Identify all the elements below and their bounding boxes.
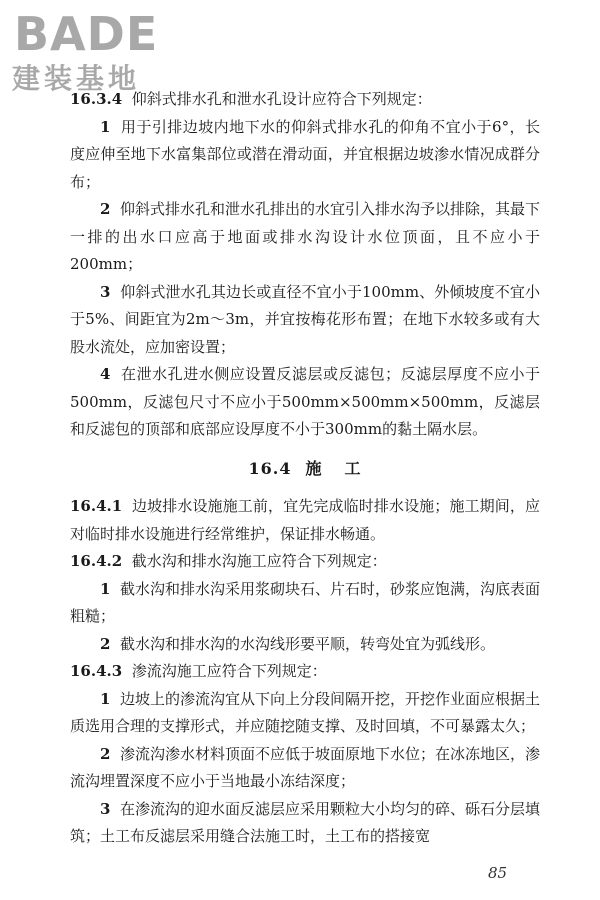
item-number: 2 <box>100 744 111 763</box>
item-text: 渗流沟渗水材料顶面不应低于坡面原地下水位；在冰冻地区，渗流沟埋置深度不应小于当地最小冻结深度； <box>70 744 540 790</box>
item-text: 用于引排边坡内地下水的仰斜式排水孔的仰角不宜小于6°，长度应伸至地下水富集部位或潜在滑动面，并宜根据边坡渗水情况成群分布； <box>70 117 540 191</box>
item-text: 在泄水孔进水侧应设置反滤层或反滤包；反滤层厚度不应小于500mm，反滤包尺寸不应小于500mm×500mm×500mm，反滤层和反滤包的顶部和底部应设厚度不小于300mm的黏土隔水层。 <box>70 365 540 438</box>
clause-text: 边坡排水设施施工前，宜先完成临时排水设施；施工期间，应对临时排水设施进行经常维护，保证排水畅通。 <box>70 497 540 543</box>
clause-16-4-2-item-2 <box>70 631 540 659</box>
item-number: 3 <box>100 282 111 301</box>
clause-16-3-4-item-2 <box>70 196 540 279</box>
clause-title: 渗流沟施工应符合下列规定： <box>131 662 327 680</box>
item-number: 4 <box>100 365 111 383</box>
watermark-subtitle: 建装基地 <box>12 62 141 95</box>
clause-16-3-4-item-1 <box>70 114 540 197</box>
watermark-brand: BADE <box>14 7 159 61</box>
item-text: 仰斜式排水孔和泄水孔排出的水宜引入排水沟予以排除，其最下一排的出水口应高于地面或排水沟设计水位顶面，且不应小于200mm； <box>70 200 540 273</box>
clause-16-3-4-item-4 <box>70 361 540 444</box>
clause-title: 仰斜式排水孔和泄水孔设计应符合下列规定： <box>131 90 432 108</box>
clause-16-4-3-item-3 <box>70 796 540 851</box>
clause-number: 16.4.2 <box>70 552 123 570</box>
clause-16-4-3-item-1 <box>70 686 540 741</box>
clause-16-4-1 <box>70 493 540 548</box>
clause-16-4-2-heading <box>70 548 540 576</box>
item-number: 1 <box>100 689 111 708</box>
section-number: 16.4 <box>248 458 292 478</box>
item-text: 仰斜式泄水孔其边长或直径不宜小于100mm、外倾坡度不宜小于5%、间距宜为2m～3m，并宜按梅花形布置；在地下水较多或有大股水流处，应加密设置； <box>70 282 540 356</box>
clause-16-4-3-item-2 <box>70 741 540 796</box>
clause-16-4-3-heading <box>70 658 540 686</box>
item-number: 1 <box>100 579 111 598</box>
item-text: 在渗流沟的迎水面反滤层应采用颗粒大小均匀的碎、砾石分层填筑；土工布反滤层采用缝合法施工时，土工布的搭接宽 <box>70 799 540 845</box>
page-content <box>70 86 540 851</box>
clause-number: 16.3.4 <box>70 90 123 108</box>
section-heading-16-4 <box>70 455 540 483</box>
item-text: 边坡上的渗流沟宜从下向上分段间隔开挖，开挖作业面应根据土质选用合理的支撑形式，并应随挖随支撑、及时回填，不可暴露太久； <box>70 689 540 735</box>
clause-16-4-2-item-1 <box>70 576 540 631</box>
item-number: 3 <box>100 799 111 818</box>
item-number: 1 <box>100 117 111 136</box>
item-number: 2 <box>100 634 111 653</box>
clause-title: 截水沟和排水沟施工应符合下列规定： <box>131 552 387 570</box>
clause-16-3-4-heading <box>70 86 540 114</box>
section-title-part-2: 工 <box>344 458 362 478</box>
watermark-logo <box>10 6 180 96</box>
section-title-part-1: 施 <box>305 458 323 478</box>
item-number: 2 <box>100 200 111 218</box>
item-text: 截水沟和排水沟采用浆砌块石、片石时，砂浆应饱满，沟底表面粗糙； <box>70 579 540 625</box>
clause-number: 16.4.1 <box>70 497 123 515</box>
page-number: 85 <box>488 864 508 882</box>
item-text: 截水沟和排水沟的水沟线形要平顺，转弯处宜为弧线形。 <box>119 634 495 653</box>
clause-number: 16.4.3 <box>70 662 123 680</box>
clause-16-3-4-item-3 <box>70 279 540 362</box>
